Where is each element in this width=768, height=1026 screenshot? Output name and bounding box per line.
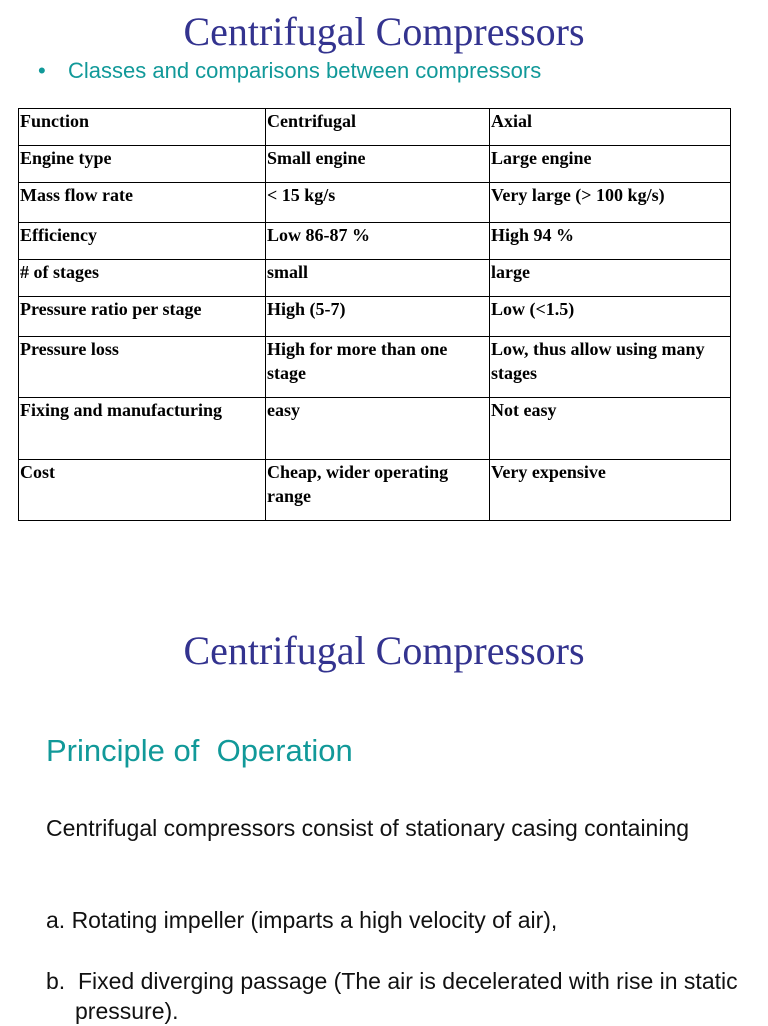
table-cell: High 94 % bbox=[490, 223, 731, 260]
table-cell: Axial bbox=[490, 109, 731, 146]
table-cell: Large engine bbox=[490, 146, 731, 183]
bullet-icon: • bbox=[38, 58, 46, 83]
table-cell: Cost bbox=[19, 460, 266, 521]
intro-paragraph: Centrifugal compressors consist of stationary casing containing bbox=[46, 815, 690, 841]
table-cell: Very expensive bbox=[490, 460, 731, 521]
table-row bbox=[19, 260, 731, 297]
table-row bbox=[19, 109, 731, 146]
table-row bbox=[19, 337, 731, 398]
bullet-text: Classes and comparisons between compressors bbox=[68, 58, 542, 83]
table-cell: Not easy bbox=[490, 398, 731, 460]
table-cell: Cheap, wider operating range bbox=[266, 460, 490, 521]
table-cell: Small engine bbox=[266, 146, 490, 183]
comparison-table bbox=[18, 108, 731, 521]
table-cell: Low 86-87 % bbox=[266, 223, 490, 260]
table-cell: small bbox=[266, 260, 490, 297]
table-row bbox=[19, 223, 731, 260]
list-item-a: a. Rotating impeller (imparts a high velocity of air), bbox=[46, 907, 558, 933]
table-cell: Centrifugal bbox=[266, 109, 490, 146]
table-cell: Pressure loss bbox=[19, 337, 266, 398]
table-cell: Engine type bbox=[19, 146, 266, 183]
table-cell: Pressure ratio per stage bbox=[19, 297, 266, 337]
table-cell: Efficiency bbox=[19, 223, 266, 260]
table-cell: Function bbox=[19, 109, 266, 146]
table-cell: High for more than one stage bbox=[266, 337, 490, 398]
slide-2-title: Centrifugal Compressors bbox=[183, 628, 585, 673]
table-cell: High (5-7) bbox=[266, 297, 490, 337]
table-cell: Mass flow rate bbox=[19, 183, 266, 223]
table-cell: Fixing and manufacturing bbox=[19, 398, 266, 460]
table-cell: easy bbox=[266, 398, 490, 460]
table-row bbox=[19, 183, 731, 223]
table-row bbox=[19, 398, 731, 460]
table-row bbox=[19, 460, 731, 521]
table-cell: < 15 kg/s bbox=[266, 183, 490, 223]
table-cell: # of stages bbox=[19, 260, 266, 297]
table-cell: Low (<1.5) bbox=[490, 297, 731, 337]
slide-1-title: Centrifugal Compressors bbox=[183, 9, 585, 54]
bullet-item bbox=[38, 58, 541, 84]
section-heading: Principle of Operation bbox=[46, 733, 353, 768]
list-item-b: b. Fixed diverging passage (The air is decelerated with rise in static pressure). bbox=[46, 968, 744, 1024]
table-cell: Very large (> 100 kg/s) bbox=[490, 183, 731, 223]
table-row bbox=[19, 146, 731, 183]
table-cell: large bbox=[490, 260, 731, 297]
table-cell: Low, thus allow using many stages bbox=[490, 337, 731, 398]
table-row bbox=[19, 297, 731, 337]
